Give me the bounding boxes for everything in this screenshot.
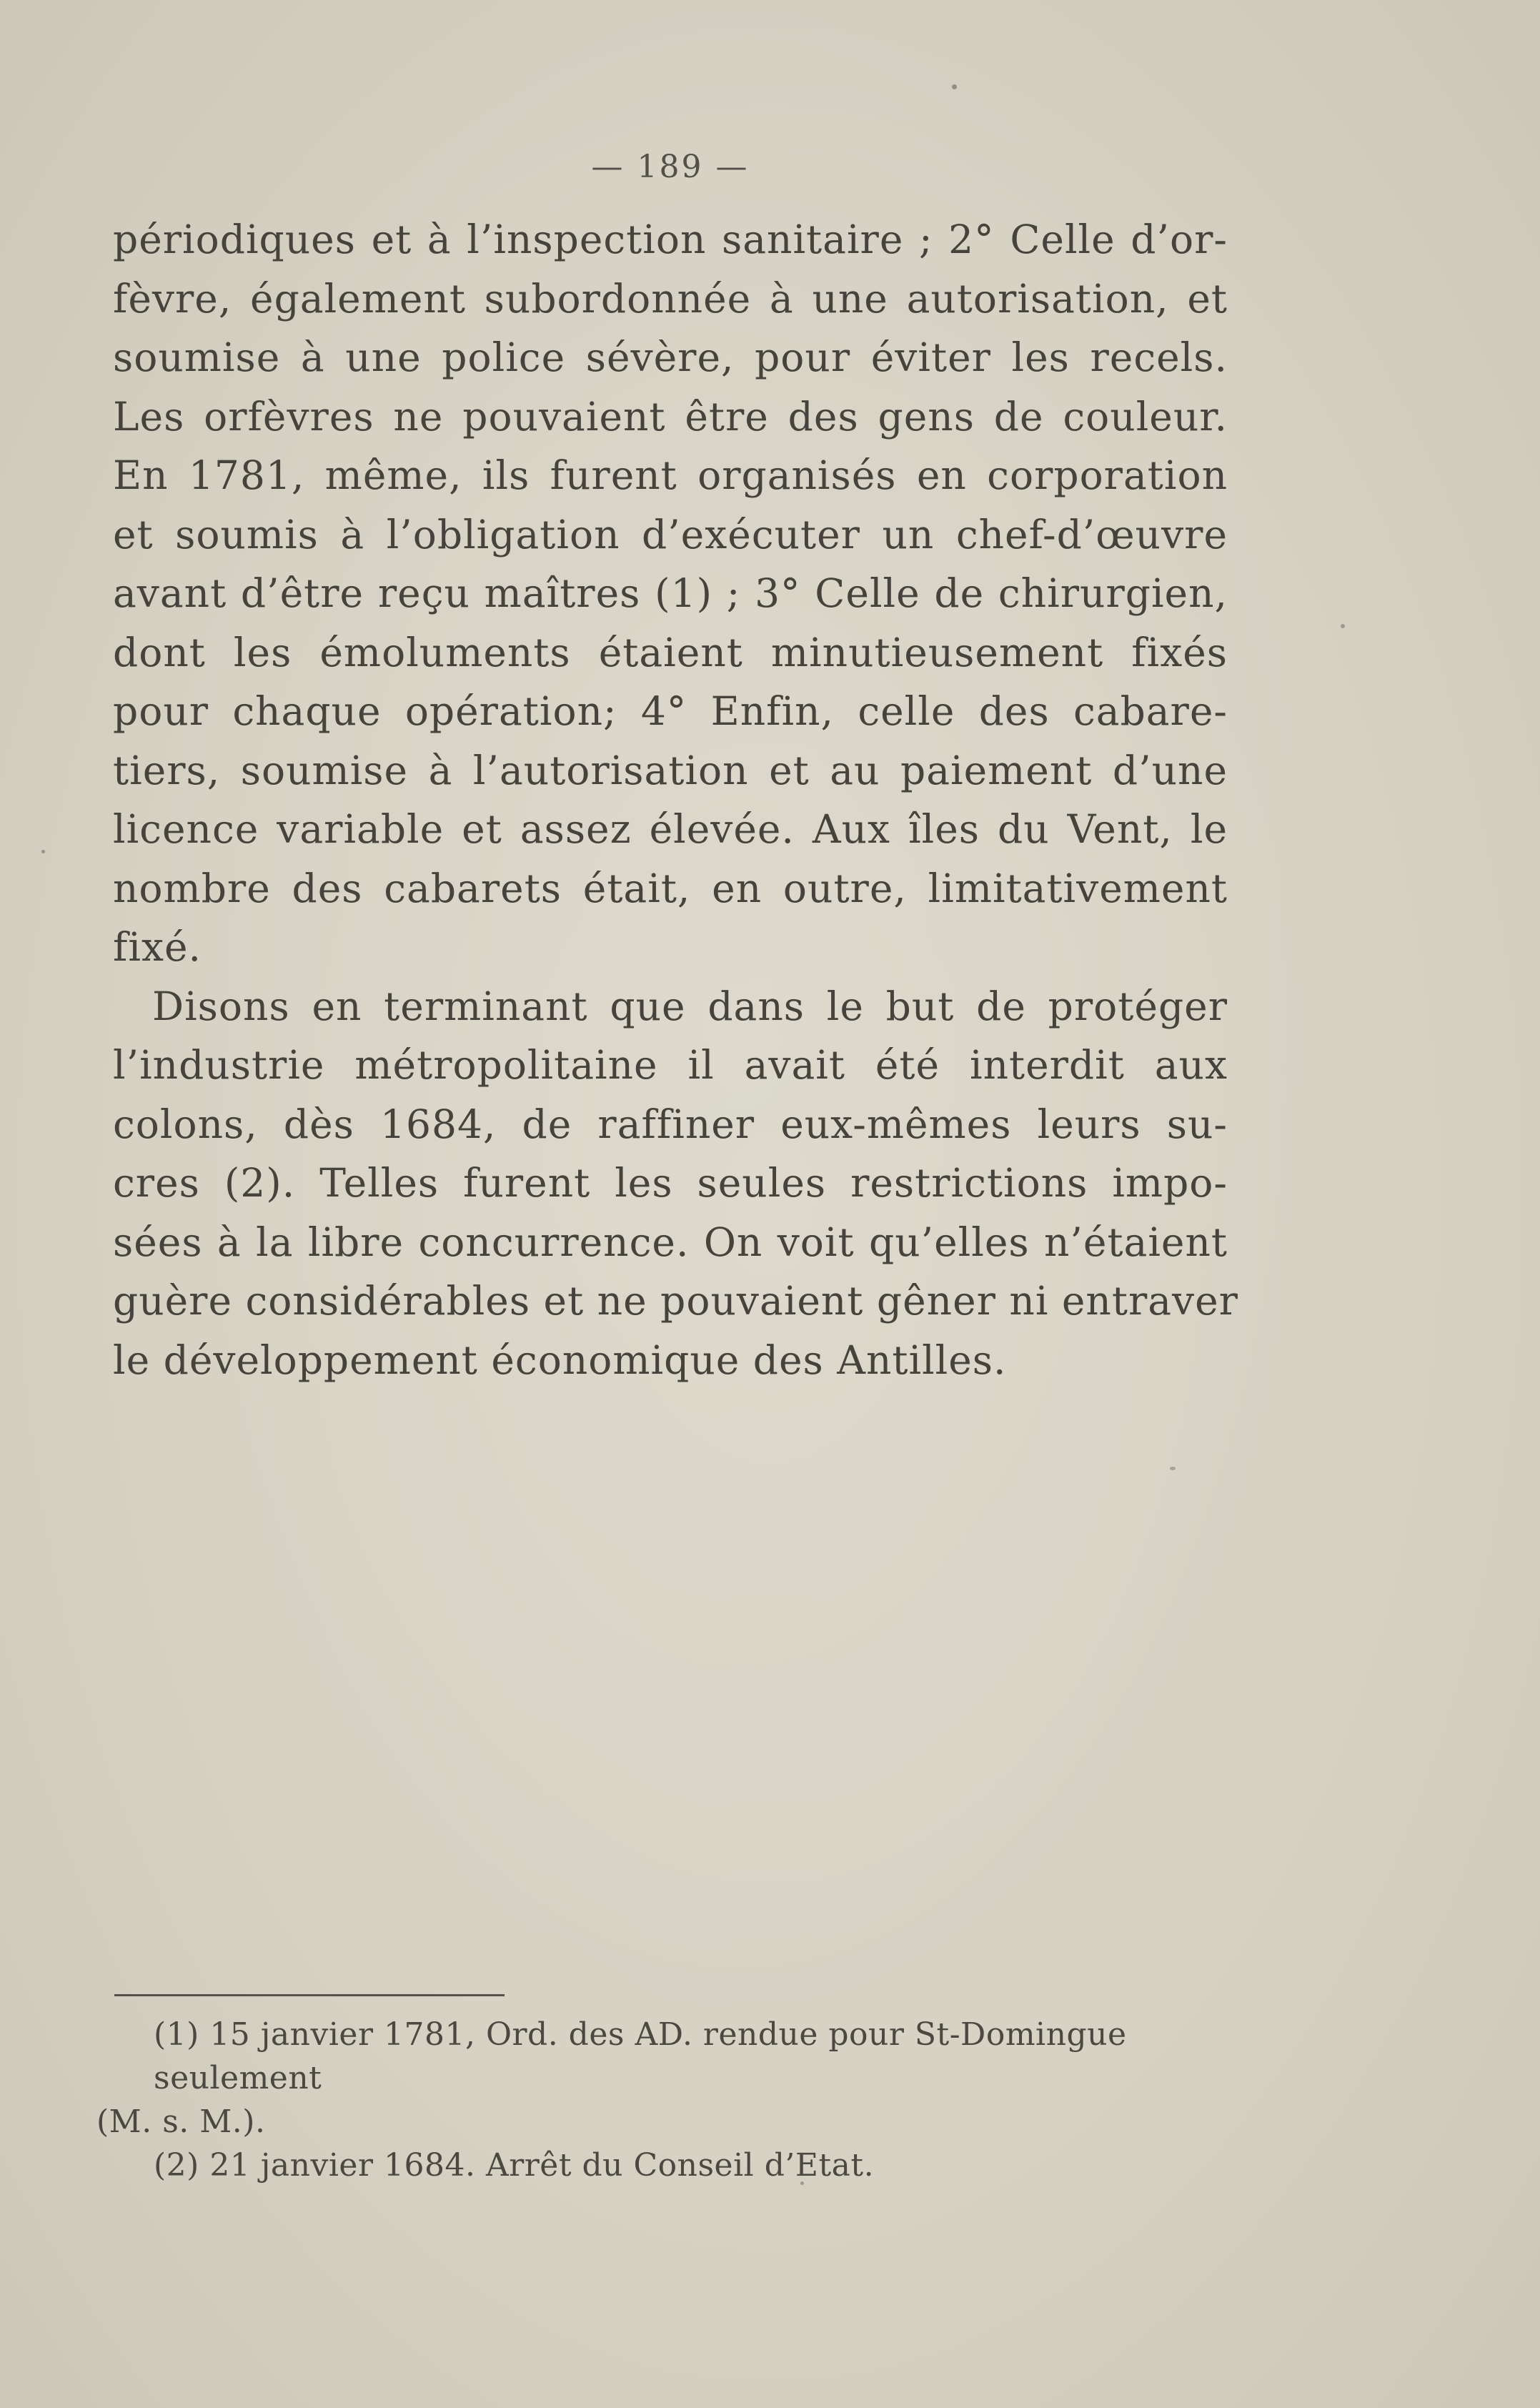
text-line: et soumis à l’obligation d’exécuter un chef-d’œuvre [113, 511, 1228, 558]
text-line: sées à la libre concurrence. On voit qu’elles n’étaient [113, 1219, 1228, 1265]
footnote-divider [114, 1994, 505, 1996]
text-line: licence variable et assez élevée. Aux îles du Vent, le [113, 806, 1228, 852]
paper-speck [1170, 1467, 1176, 1470]
text-line: dont les émoluments étaient minutieusement fixés [113, 629, 1228, 675]
text-line: En 1781, même, ils furent organisés en corporation [113, 452, 1228, 498]
paper-speck [1341, 624, 1345, 628]
text-line: l’industrie métropolitaine il avait été interdit aux [113, 1042, 1228, 1088]
paragraph-1 [113, 210, 1228, 977]
text-line: pour chaque opération; 4° Enfin, celle des cabare- [113, 688, 1228, 734]
text-line: guère considérables et ne pouvaient gêner ni entraver [113, 1278, 1238, 1324]
footnote-line: (M. s. M.). [96, 2104, 266, 2140]
paragraph-2 [113, 977, 1238, 1390]
text-line: Disons en terminant que dans le but de protéger [152, 983, 1228, 1029]
footnote-line: (1) 15 janvier 1781, Ord. des AD. rendue pour St-Domingue seulement [154, 2016, 1127, 2096]
text-line: tiers, soumise à l’autorisation et au paiement d’une [113, 747, 1228, 793]
text-line: périodiques et à l’inspection sanitaire ; 2° Celle d’or- [113, 217, 1228, 262]
footnotes [96, 2013, 1240, 2187]
page-number: — 189 — [591, 149, 750, 185]
text-line: avant d’être reçu maîtres (1) ; 3° Celle de chirurgien, [113, 570, 1228, 616]
text-line: colons, dès 1684, de raffiner eux-mêmes leurs su- [113, 1101, 1228, 1147]
paper-speck [952, 84, 957, 89]
text-line: fèvre, également subordonnée à une autorisation, et [113, 275, 1228, 322]
text-line: fixé. [113, 924, 202, 970]
text-line: soumise à une police sévère, pour éviter les recels. [113, 335, 1228, 380]
body-text [113, 210, 1238, 1389]
text-line: cres (2). Telles furent les seules restrictions impo- [113, 1160, 1228, 1206]
footnote-line: (2) 21 janvier 1684. Arrêt du Conseil d’Etat. [154, 2147, 875, 2184]
paper-speck [41, 850, 45, 853]
text-line: Les orfèvres ne pouvaient être des gens de couleur. [113, 393, 1228, 440]
text-line: nombre des cabarets était, en outre, limitativement [113, 865, 1228, 911]
text-line: le développement économique des Antilles. [113, 1337, 1007, 1383]
